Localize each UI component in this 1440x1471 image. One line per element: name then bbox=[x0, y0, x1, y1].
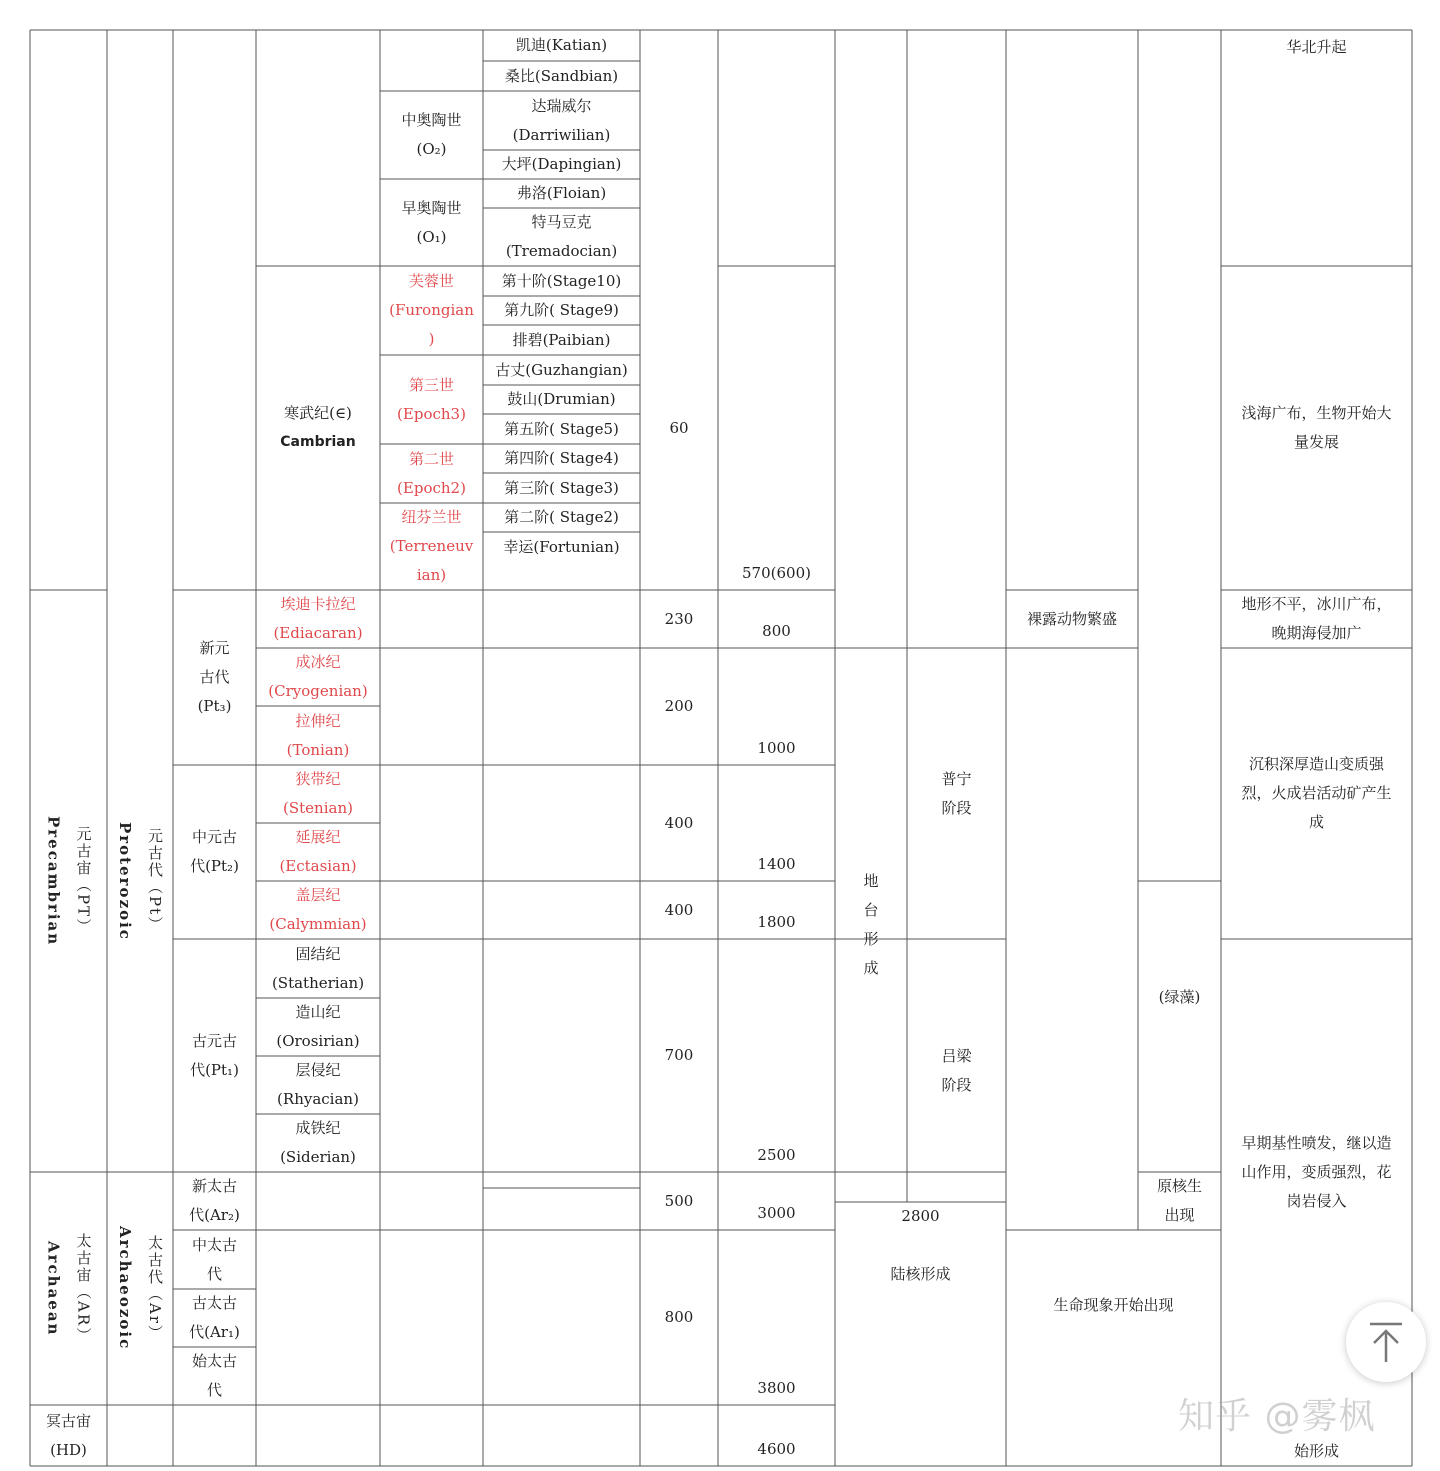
age-cambrian bbox=[718, 266, 835, 590]
age-eoarchean bbox=[718, 1230, 835, 1405]
tectonic-platform-formation-text: 地 台 形 成 bbox=[863, 872, 879, 977]
epoch-terreneuvian-text: 纽芬兰世 (Terreneuv ian) bbox=[389, 508, 474, 584]
era-archaeozoic-cn: 太古代（Ar） bbox=[146, 1234, 164, 1342]
stage-dapingian-text: 大坪(Dapingian) bbox=[501, 155, 622, 173]
period-rhyacian bbox=[256, 1056, 380, 1114]
era-paleoarchean-text: 古太古 代(Ar₁) bbox=[189, 1294, 240, 1341]
era-archaeozoic-en: Archaeozoic bbox=[116, 1226, 134, 1351]
period-stenian bbox=[256, 765, 380, 823]
tectonic-jinning-stage-text: 普宁 阶段 bbox=[941, 769, 972, 817]
eon-archaean-cn: 太古宙（AR） bbox=[74, 1232, 93, 1345]
epoch-epoch3 bbox=[380, 355, 483, 444]
tectonic-jinning-stage bbox=[907, 648, 1006, 939]
epoch-middle-ordovician-text: 中奥陶世 (O₂) bbox=[401, 111, 462, 158]
period-rhyacian-text: 层侵纪 (Rhyacian) bbox=[277, 1061, 359, 1108]
stage-stage5 bbox=[483, 414, 640, 444]
biology-life-appears-text: 生命现象开始出现 bbox=[1053, 1295, 1174, 1314]
era-paleoarchean bbox=[173, 1289, 256, 1347]
event-uneven-terrain bbox=[1221, 590, 1412, 648]
event-uneven-terrain-text: 地形不平，冰川广布， 晚期海侵加广 bbox=[1241, 595, 1392, 642]
stage-darriwilian-text: 达瑞威尔 (Darriwilian) bbox=[512, 96, 611, 144]
eon-hadean-text: 冥古宙 (HD) bbox=[45, 1411, 91, 1459]
age-cambrian-text: 570(600) bbox=[742, 564, 811, 582]
duration-cryo-tonian bbox=[640, 648, 718, 765]
epoch-early-ordovician-text: 早奥陶世 (O₁) bbox=[401, 198, 462, 246]
era-proterozoic-en: Proterozoic bbox=[116, 821, 134, 941]
tectonic-craton-formation bbox=[835, 1260, 1006, 1288]
stage-fortunian bbox=[483, 532, 640, 562]
stage-sandbian-text: 桑比(Sandbian) bbox=[504, 66, 619, 85]
period-cambrian-en: Cambrian bbox=[280, 434, 356, 450]
period-calymmian bbox=[256, 881, 380, 939]
epoch-middle-ordovician bbox=[380, 91, 483, 179]
period-cryogenian bbox=[256, 648, 380, 706]
period-ediacaran-text: 埃迪卡拉纪 (Ediacaran) bbox=[273, 595, 363, 642]
era-neoarchean-text: 新太古 代(Ar₂) bbox=[189, 1177, 240, 1224]
epoch-furongian-text: 芙蓉世 (Furongian ) bbox=[389, 272, 474, 348]
biology-green-algae-text: (绿藻) bbox=[1158, 988, 1201, 1006]
era-mesoarchean bbox=[173, 1230, 256, 1289]
age-ectasian-text: 1400 bbox=[757, 855, 796, 873]
stage-stage10 bbox=[483, 266, 640, 296]
epoch-furongian bbox=[380, 266, 483, 355]
stage-drumian-text: 鼓山(Drumian) bbox=[507, 390, 616, 408]
stage-stage2-text: 第二阶( Stage2) bbox=[504, 508, 619, 526]
stage-stage9-text: 第九阶( Stage9) bbox=[504, 301, 619, 319]
biology-naked-animals-text: 裸露动物繁盛 bbox=[1026, 609, 1117, 628]
stage-paibian bbox=[483, 325, 640, 355]
period-ediacaran bbox=[256, 590, 380, 648]
event-thick-sediments bbox=[1221, 648, 1412, 939]
era-mesoproterozoic-text: 中元古 代(Pt₂) bbox=[190, 828, 239, 875]
period-tonian bbox=[256, 706, 380, 765]
eon-precambrian-cn: 元古宙（PT） bbox=[74, 826, 93, 936]
period-orosirian-text: 造山纪 (Orosirian) bbox=[276, 1003, 360, 1050]
duration-cambrian-text: 60 bbox=[669, 418, 689, 437]
stage-stage3 bbox=[483, 473, 640, 503]
age-paleoproterozoic-text: 2500 bbox=[757, 1146, 796, 1164]
duration-calymmian bbox=[640, 881, 718, 939]
stage-stage10-text: 第十阶(Stage10) bbox=[501, 271, 622, 290]
period-stenian-text: 狭带纪 (Stenian) bbox=[283, 770, 353, 817]
biology-green-algae bbox=[1138, 881, 1221, 1114]
age-eoarchean-text: 3800 bbox=[757, 1379, 796, 1397]
era-neoproterozoic-text: 新元 古代 (Pt₃) bbox=[197, 639, 232, 715]
stage-stage9 bbox=[483, 296, 640, 325]
biology-prokaryotes bbox=[1138, 1172, 1221, 1230]
stage-guzhangian-text: 古丈(Guzhangian) bbox=[495, 360, 628, 379]
stage-stage5-text: 第五阶( Stage5) bbox=[504, 419, 619, 438]
stage-stage3-text: 第三阶( Stage3) bbox=[504, 478, 619, 497]
stage-katian bbox=[483, 30, 640, 61]
stage-stage4 bbox=[483, 444, 640, 473]
era-mesoarchean-text: 中太古 代 bbox=[191, 1235, 237, 1283]
stage-stage4-text: 第四阶( Stage4) bbox=[504, 449, 619, 467]
eon-precambrian bbox=[30, 590, 107, 1172]
scroll-to-top-button[interactable] bbox=[1346, 1302, 1426, 1382]
era-mesoproterozoic bbox=[173, 765, 256, 939]
duration-paleoproterozoic-text: 700 bbox=[664, 1046, 694, 1064]
age-tonian-text: 1000 bbox=[757, 739, 796, 757]
biology-naked-animals bbox=[1006, 590, 1138, 648]
period-orosirian bbox=[256, 998, 380, 1056]
stage-fortunian-text: 幸运(Fortunian) bbox=[503, 537, 620, 556]
era-eoarchean bbox=[173, 1347, 256, 1405]
epoch-terreneuvian bbox=[380, 503, 483, 590]
period-cryogenian-text: 成冰纪 (Cryogenian) bbox=[268, 653, 368, 700]
period-statherian bbox=[256, 939, 380, 998]
age-paleoproterozoic bbox=[718, 939, 835, 1172]
period-calymmian-text: 盖层纪 (Calymmian) bbox=[269, 886, 367, 933]
stage-katian-text: 凯迪(Katian) bbox=[515, 36, 608, 54]
duration-calymmian-text: 400 bbox=[664, 900, 694, 919]
period-siderian bbox=[256, 1114, 380, 1172]
tectonic-craton-formation-text: 陆核形成 bbox=[890, 1264, 951, 1283]
event-north-china-uplift-text: 华北升起 bbox=[1286, 37, 1347, 56]
event-thick-sediments-text: 沉积深厚造山变质强 烈，火成岩活动矿产生 成 bbox=[1241, 755, 1392, 831]
period-tonian-text: 拉伸纪 (Tonian) bbox=[286, 711, 350, 759]
era-neoproterozoic bbox=[173, 590, 256, 765]
biology-life-appears bbox=[1006, 1230, 1221, 1380]
eon-archaean bbox=[30, 1172, 107, 1405]
tectonic-platform-formation bbox=[835, 648, 907, 1202]
stage-sandbian bbox=[483, 61, 640, 91]
age-hadean-text: 4600 bbox=[757, 1440, 796, 1458]
tectonic-age-2800-text: 2800 bbox=[901, 1206, 940, 1225]
stage-stage2 bbox=[483, 503, 640, 532]
period-cambrian bbox=[256, 266, 380, 590]
epoch-epoch2 bbox=[380, 444, 483, 503]
era-neoarchean bbox=[173, 1172, 256, 1230]
biology-prokaryotes-text: 原核生 出现 bbox=[1156, 1177, 1202, 1224]
stage-darriwilian bbox=[483, 91, 640, 150]
age-ediacaran bbox=[718, 590, 835, 648]
duration-stenian-ectasian bbox=[640, 765, 718, 881]
age-tonian bbox=[718, 648, 835, 765]
tectonic-lvliang-stage-text: 吕梁 阶段 bbox=[941, 1046, 972, 1094]
duration-neoarchean-text: 500 bbox=[664, 1191, 694, 1210]
duration-archaean-rest-text: 800 bbox=[664, 1308, 694, 1326]
event-shallow-seas bbox=[1221, 266, 1412, 590]
duration-ediacaran bbox=[640, 590, 718, 648]
period-ectasian-text: 延展纪 (Ectasian) bbox=[279, 828, 357, 875]
event-early-volcanism-text: 早期基性喷发，继以造 山作用，变质强烈，花 岗岩侵入 bbox=[1241, 1133, 1392, 1210]
eon-archaean-en: Archaean bbox=[44, 1240, 63, 1337]
tectonic-lvliang-stage bbox=[907, 939, 1006, 1202]
eon-precambrian-en: Precambrian bbox=[44, 815, 63, 947]
duration-paleoproterozoic bbox=[640, 939, 718, 1172]
stage-tremadocian bbox=[483, 208, 640, 266]
stage-floian-text: 弗洛(Floian) bbox=[516, 184, 607, 202]
duration-ediacaran-text: 230 bbox=[664, 609, 694, 628]
era-eoarchean-text: 始太古 代 bbox=[191, 1352, 237, 1399]
period-ectasian bbox=[256, 823, 380, 881]
period-statherian-text: 固结纪 (Statherian) bbox=[271, 944, 365, 992]
stage-dapingian bbox=[483, 150, 640, 179]
period-siderian-text: 成铁纪 (Siderian) bbox=[280, 1119, 356, 1166]
event-origin-partial bbox=[1221, 1436, 1412, 1466]
age-neoarchean-text: 3000 bbox=[757, 1204, 796, 1222]
period-cambrian-cn: 寒武纪(∈) bbox=[284, 404, 352, 422]
epoch-epoch3-text: 第三世 (Epoch3) bbox=[397, 375, 466, 423]
age-hadean bbox=[718, 1405, 835, 1466]
stage-floian bbox=[483, 179, 640, 208]
age-ectasian bbox=[718, 765, 835, 881]
era-paleoproterozoic bbox=[173, 939, 256, 1172]
duration-stenian-ectasian-text: 400 bbox=[664, 813, 694, 832]
epoch-early-ordovician bbox=[380, 179, 483, 266]
stage-guzhangian bbox=[483, 355, 640, 385]
duration-cambrian bbox=[640, 266, 718, 590]
duration-cryo-tonian-text: 200 bbox=[664, 697, 694, 715]
stage-paibian-text: 排碧(Paibian) bbox=[512, 330, 611, 349]
event-shallow-seas-text: 浅海广布，生物开始大 量发展 bbox=[1241, 404, 1392, 451]
arrow-up-icon bbox=[1366, 1320, 1406, 1364]
age-calymmian bbox=[718, 881, 835, 939]
event-origin-partial-text: 始形成 bbox=[1293, 1441, 1339, 1460]
tectonic-age-2800 bbox=[835, 1202, 1006, 1230]
zhihu-watermark: 知乎 @雾枫 bbox=[1178, 1396, 1376, 1437]
age-neoarchean bbox=[718, 1172, 835, 1230]
era-archaeozoic bbox=[107, 1172, 173, 1405]
eon-hadean bbox=[30, 1405, 107, 1466]
age-calymmian-text: 1800 bbox=[757, 913, 796, 931]
stage-tremadocian-text: 特马豆克 (Tremadocian) bbox=[505, 213, 618, 260]
epoch-epoch2-text: 第二世 (Epoch2) bbox=[397, 449, 466, 497]
age-ediacaran-text: 800 bbox=[762, 622, 791, 640]
duration-neoarchean bbox=[640, 1172, 718, 1230]
event-north-china-uplift bbox=[1221, 32, 1412, 62]
stage-drumian bbox=[483, 385, 640, 414]
duration-archaean-rest bbox=[640, 1230, 718, 1405]
era-proterozoic-cn: 元古代（Pt） bbox=[146, 828, 164, 934]
era-proterozoic bbox=[107, 590, 173, 1172]
era-paleoproterozoic-text: 古元古 代(Pt₁) bbox=[190, 1031, 239, 1079]
